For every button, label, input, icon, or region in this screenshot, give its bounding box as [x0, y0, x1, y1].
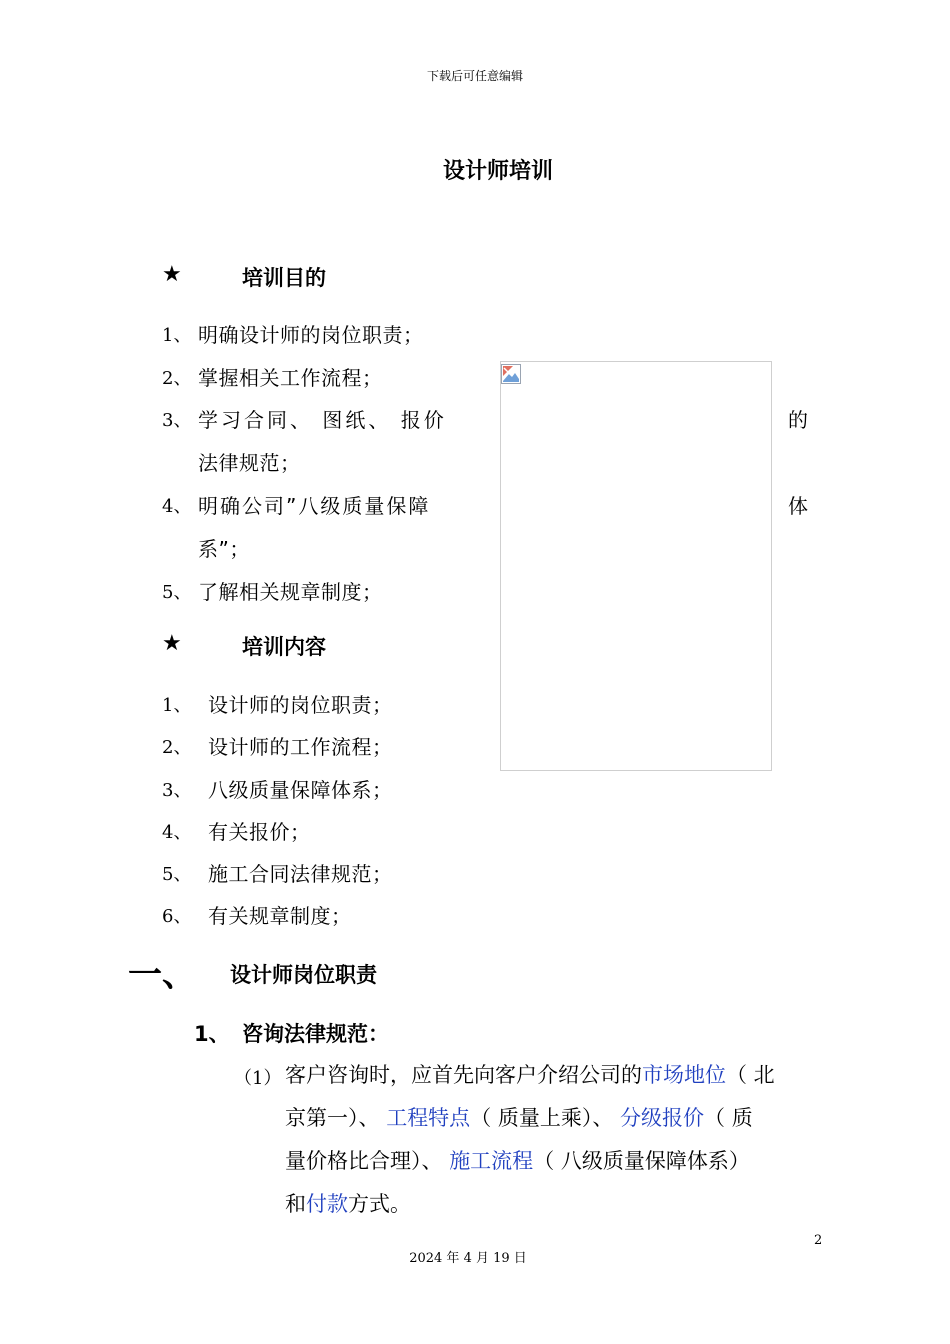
star-bullet-icon: ★	[162, 262, 182, 287]
subsection-heading: 咨询法律规范：	[242, 1022, 389, 1046]
paragraph-text: （ 质	[704, 1106, 753, 1130]
paragraph-text: 和	[285, 1192, 306, 1216]
content-item: 施工合同法律规范；	[208, 862, 393, 886]
link-payment[interactable]: 付款	[306, 1192, 348, 1216]
goal-item: 掌握相关工作流程；	[198, 366, 383, 390]
content-number: 6、	[162, 906, 192, 927]
content-number: 5、	[162, 864, 192, 885]
paragraph-text: （ 质量上乘）、	[470, 1106, 621, 1130]
goal-item: 明确公司”八级质量保障	[198, 494, 431, 518]
link-market-position[interactable]: 市场地位	[642, 1063, 726, 1087]
goal-item-tail: 的	[788, 408, 809, 432]
goal-item: 了解相关规章制度；	[198, 580, 383, 604]
link-tiered-pricing[interactable]: 分级报价	[620, 1106, 705, 1130]
goal-number: 2、	[162, 368, 192, 389]
goal-item-tail: 体	[788, 494, 809, 518]
goal-number: 4、	[162, 496, 192, 517]
content-number: 4、	[162, 822, 192, 843]
content-item: 八级质量保障体系；	[208, 778, 393, 802]
content-item: 设计师的岗位职责；	[208, 693, 393, 717]
section-heading-content: 培训内容	[242, 635, 326, 659]
paragraph-text: （ 北	[726, 1063, 775, 1087]
link-construction-process[interactable]: 施工流程	[449, 1149, 534, 1173]
content-number: 1、	[162, 695, 192, 716]
paragraph-number: （1）	[234, 1068, 282, 1089]
paragraph-text: 方式。	[348, 1192, 411, 1216]
header-note: 下载后可任意编辑	[426, 69, 523, 83]
link-project-features[interactable]: 工程特点	[386, 1106, 471, 1130]
paragraph-text: （ 八级质量保障体系）	[533, 1149, 750, 1173]
section-heading-goals: 培训目的	[242, 266, 326, 290]
content-number: 2、	[162, 737, 192, 758]
paragraph-line	[285, 1097, 753, 1140]
content-item: 设计师的工作流程；	[208, 735, 393, 759]
goal-item-continued: 法律规范；	[198, 451, 301, 475]
paragraph-line	[285, 1140, 750, 1183]
goal-number: 5、	[162, 582, 192, 603]
goal-number: 3、	[162, 410, 192, 431]
page-number: 2	[814, 1233, 823, 1248]
paragraph-line	[285, 1054, 775, 1097]
chapter-number: 一、	[128, 955, 196, 995]
goal-item: 明确设计师的岗位职责；	[198, 323, 424, 347]
paragraph-text: 京第一）、	[285, 1106, 387, 1130]
goal-item-continued: 系”；	[198, 537, 250, 561]
content-number: 3、	[162, 780, 192, 801]
broken-image-icon	[501, 364, 521, 384]
footer-date: 2024 年 4 月 19 日	[409, 1251, 527, 1266]
paragraph-text: 量价格比合理）、	[285, 1149, 450, 1173]
goal-number: 1、	[162, 325, 192, 346]
embedded-image	[500, 361, 772, 771]
document-title: 设计师培训	[442, 159, 553, 184]
star-bullet-icon: ★	[162, 631, 182, 656]
content-item: 有关报价；	[208, 820, 311, 844]
paragraph-line	[285, 1183, 411, 1226]
content-item: 有关规章制度；	[208, 904, 352, 928]
chapter-heading: 设计师岗位职责	[230, 963, 377, 987]
paragraph-text: 客户咨询时，应首先向客户介绍公司的	[285, 1063, 642, 1087]
goal-item: 学习合同、 图纸、 报价	[198, 408, 447, 432]
subsection-number: 1、	[194, 1022, 230, 1046]
